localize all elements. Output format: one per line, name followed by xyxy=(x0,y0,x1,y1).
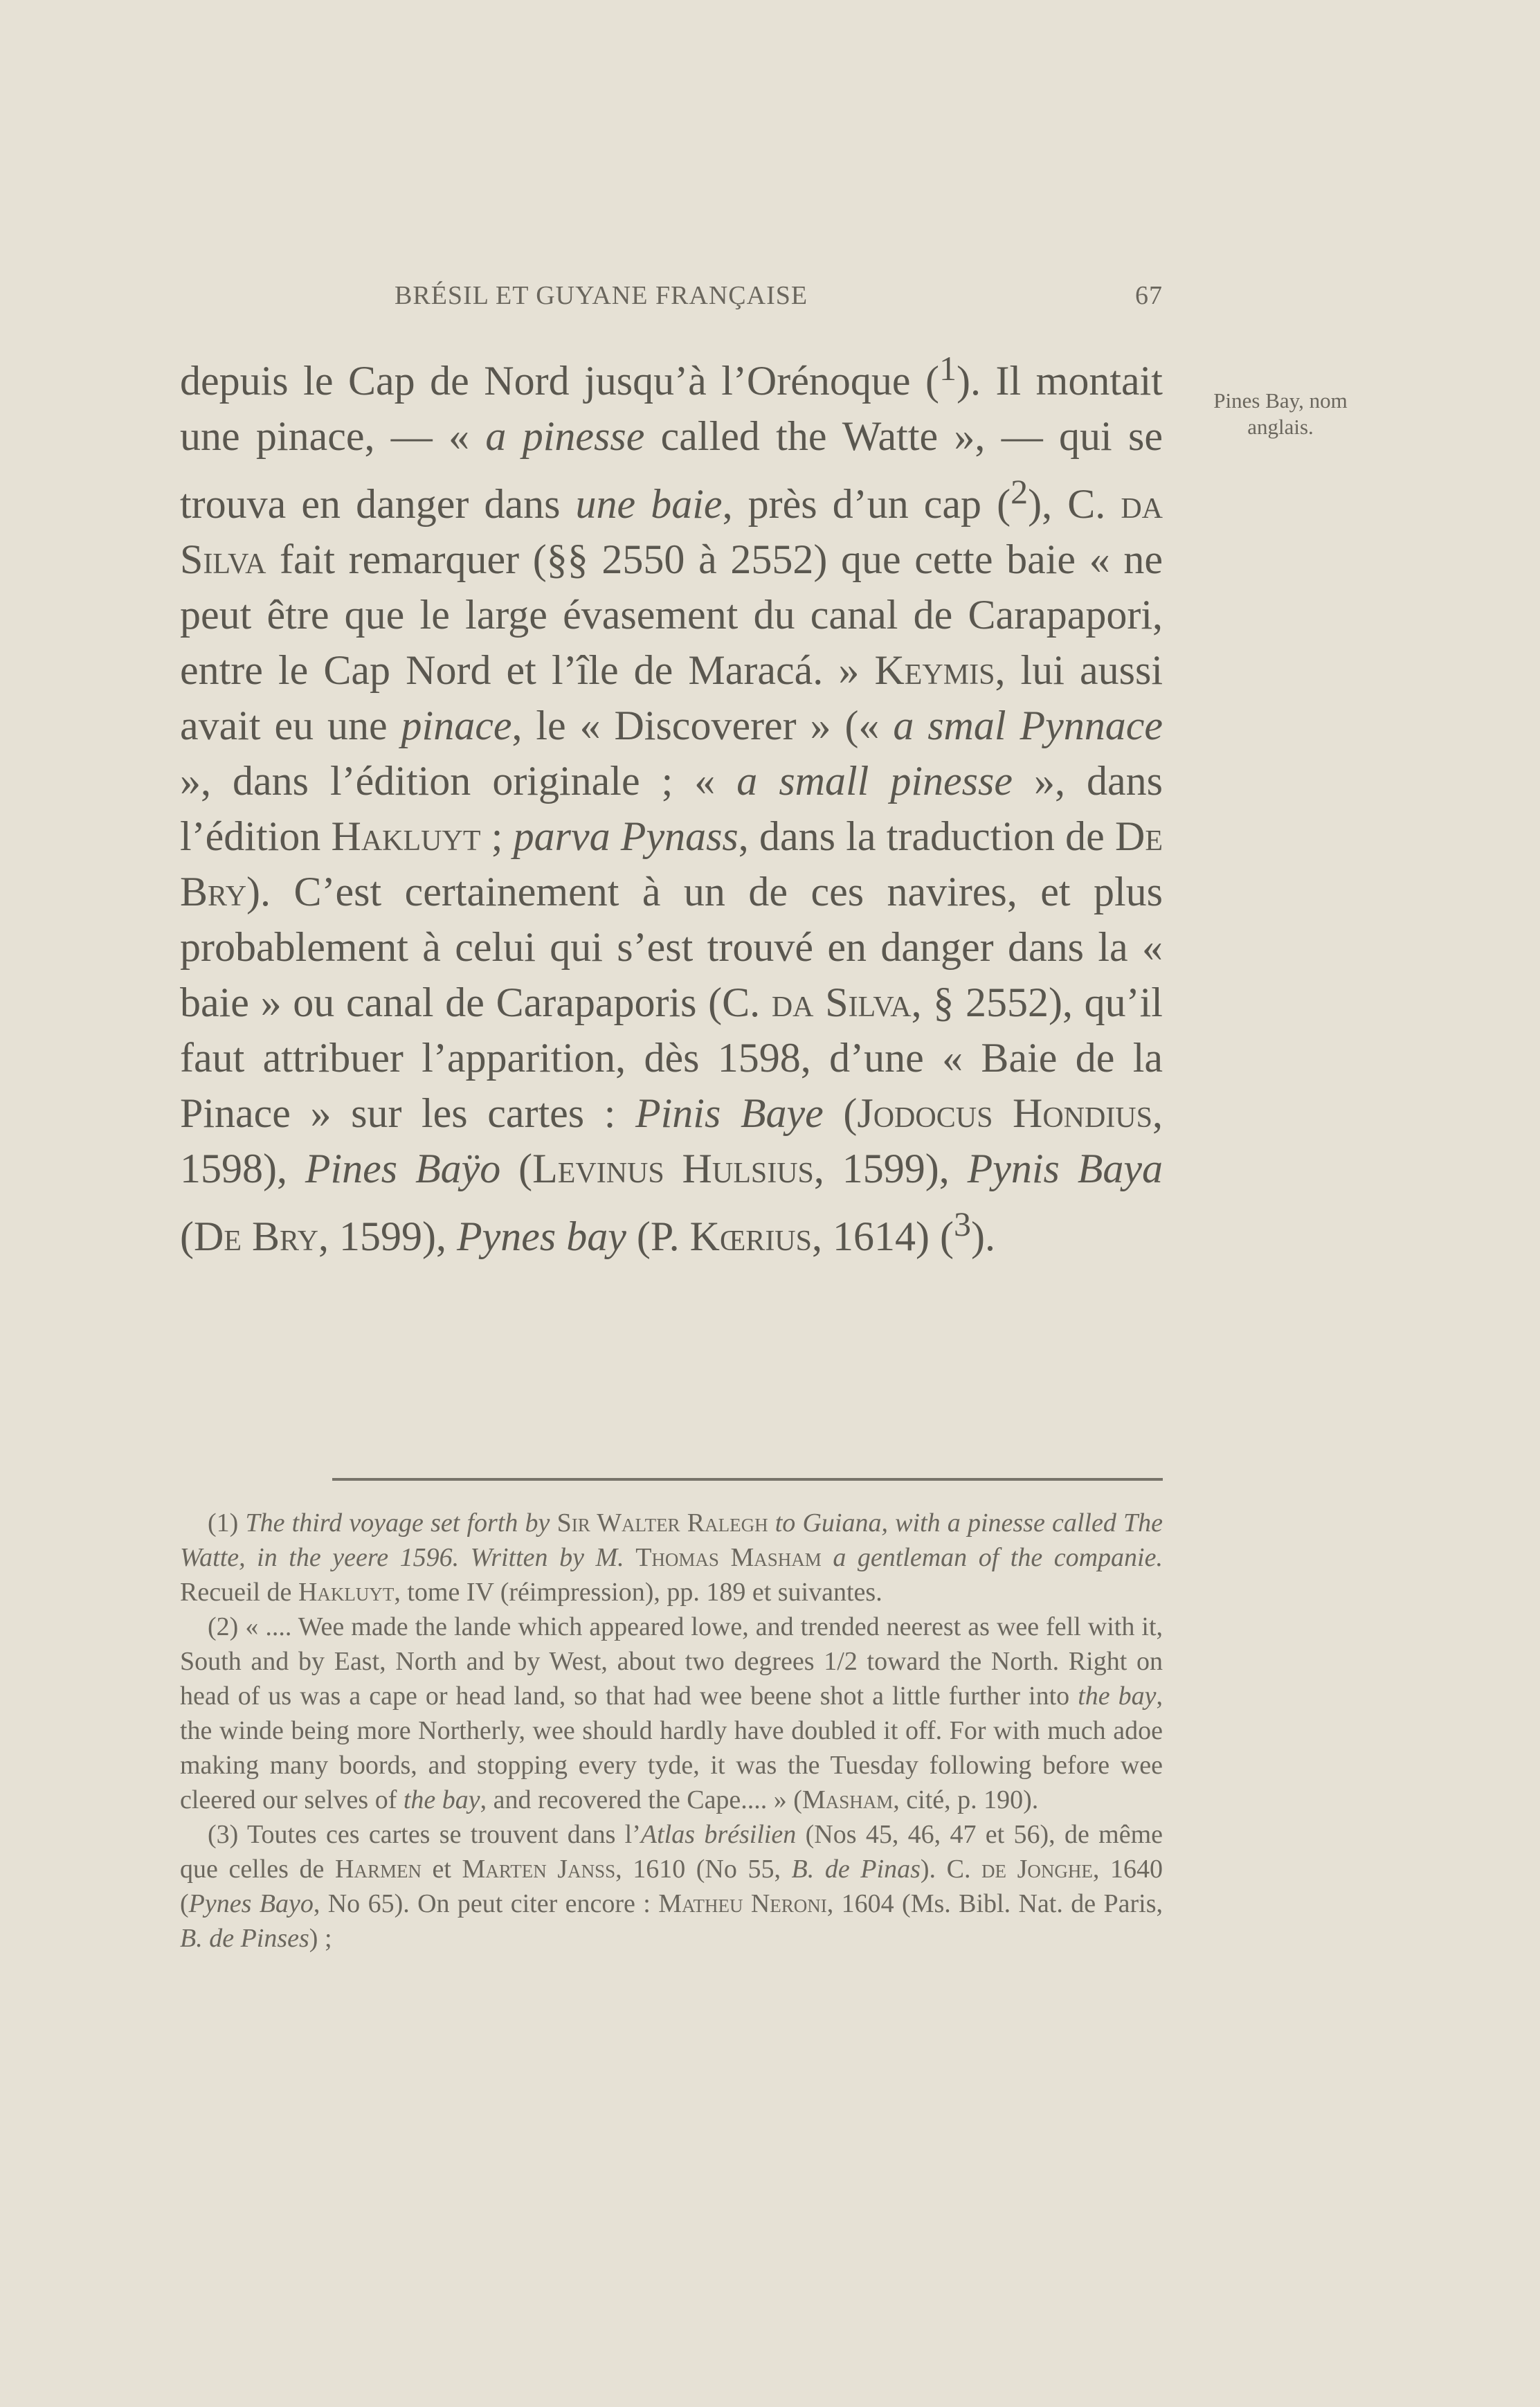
text-run: , le « Discoverer » (« xyxy=(511,703,894,748)
author-name: Hakluyt xyxy=(331,813,481,859)
running-title: BRÉSIL ET GUYANE FRANÇAISE xyxy=(395,281,808,310)
map-name: Pines Baÿo xyxy=(305,1146,501,1191)
text-run: ). C. xyxy=(920,1855,982,1884)
author-name: Sir Walter Ralegh xyxy=(556,1508,768,1538)
text-run: , No 65). On peut citer encore : xyxy=(313,1889,659,1918)
footnote-ref: 1 xyxy=(939,349,957,388)
text-run: (P. xyxy=(626,1214,690,1259)
text-run: ), C. xyxy=(1028,481,1121,527)
italic-term: une baie xyxy=(575,481,723,527)
footnote-number: (3) xyxy=(208,1820,239,1849)
map-name: Pinis Baye xyxy=(635,1090,824,1136)
text-run: », dans l’édition xyxy=(180,758,1163,859)
text-run: , près d’un cap ( xyxy=(722,481,1011,527)
text-run: , § 2552), qu’il faut attribuer l’apparition, dès 1598, d’une « Baie de la Pinace » sur les cartes : xyxy=(180,980,1163,1136)
footnote-3 xyxy=(180,1817,1163,1956)
footnote-1 xyxy=(180,1506,1163,1610)
author-name: Marten Janss xyxy=(462,1855,616,1884)
text-run: ; xyxy=(480,813,514,859)
text-run: , 1599), xyxy=(318,1214,458,1259)
map-name: Pynes bay xyxy=(457,1214,626,1259)
map-name: B. de Pinas xyxy=(791,1855,921,1884)
text-run: ). Il montait une pinace, — « xyxy=(180,358,1163,459)
italic-term: the bay xyxy=(1078,1682,1157,1711)
footnote-ref: 2 xyxy=(1011,472,1029,511)
text-run: , 1599), xyxy=(813,1146,968,1191)
italic-title: The third voyage set forth by xyxy=(245,1508,557,1538)
author-name: Levinus Hulsius xyxy=(532,1146,814,1191)
author-name: da Silva xyxy=(180,481,1163,582)
italic-term: Atlas brésilien xyxy=(640,1820,797,1849)
paragraph xyxy=(180,341,1163,1264)
author-name: Harmen xyxy=(335,1855,422,1884)
text-run: « .... Wee made the lande which appeared lowe, and trended neerest as wee fell with it, South and by East, North and by West, about two degrees 1/2 toward the North. Right on head of us was a cape or head land, so that had wee beene shot a little further into xyxy=(180,1612,1163,1711)
text-run: ( xyxy=(823,1090,858,1136)
map-name: B. de Pinses xyxy=(180,1924,309,1953)
footnote-divider xyxy=(332,1478,1163,1481)
footnote-number: (1) xyxy=(208,1508,239,1538)
italic-title: to Guiana, with a pinesse called The Watte, in the yeere 1596. Written by M. xyxy=(180,1508,1163,1572)
text-run: », dans l’édition originale ; « xyxy=(180,758,737,804)
text-run: , lui aussi avait eu une xyxy=(180,647,1163,748)
text-run: ). xyxy=(970,1214,995,1259)
map-name: Pynes Bayo xyxy=(188,1889,314,1918)
text-run: depuis le Cap de Nord jusqu’à l’Orénoque ( xyxy=(180,358,939,404)
text-run: , 1604 (Ms. Bibl. Nat. de Paris, xyxy=(826,1889,1163,1918)
text-run: , 1610 (No 55, xyxy=(615,1855,792,1884)
text-run: Toutes ces cartes se trouvent dans l’ xyxy=(246,1820,641,1849)
author-name: Matheu Neroni xyxy=(658,1889,827,1918)
italic-term: parva Pynass xyxy=(513,813,739,859)
text-run: , 1614) ( xyxy=(812,1214,954,1259)
text-run: , dans la traduction de xyxy=(738,813,1116,859)
author-name: Jodocus Hondius xyxy=(857,1090,1152,1136)
italic-term: a small pinesse xyxy=(736,758,1013,804)
text-run: ). C’est certainement à un de ces navires, et plus probablement à celui qui s’est trouvé en danger dans la « baie » ou canal de Carapaporis (C. xyxy=(180,869,1163,1025)
map-name: Pynis Baya xyxy=(967,1146,1163,1191)
italic-term: a smal Pynnace xyxy=(893,703,1163,748)
footnotes xyxy=(180,1506,1163,1956)
author-name: de Jonghe xyxy=(981,1855,1093,1884)
italic-term: the bay xyxy=(403,1785,480,1814)
author-name: Thomas Masham xyxy=(635,1543,822,1572)
text-run: , 1598), xyxy=(180,1090,1163,1191)
author-name: De Bry xyxy=(193,1214,319,1259)
italic-term: pinace xyxy=(401,703,512,748)
text-run: called the Watte », — qui se trouva en danger dans xyxy=(180,413,1163,527)
text-run: , the winde being more Northerly, wee should hardly have doubled it off. For with much adoe making many boords, and stopping every tyde, it was the Tuesday following before wee cleered our selves of xyxy=(180,1682,1163,1814)
text-run: , 1640 ( xyxy=(180,1855,1163,1918)
text-run: Recueil de xyxy=(180,1578,298,1607)
text-run: ( xyxy=(500,1146,533,1191)
author-name: Kœrius xyxy=(689,1214,812,1259)
italic-title: a gentleman of the companie. xyxy=(821,1543,1163,1572)
text-run: , cité, p. 190). xyxy=(893,1785,1039,1814)
text-run: (Nos 45, 46, 47 et 56), de même que celles de xyxy=(180,1820,1163,1884)
main-paragraph xyxy=(180,341,1163,1264)
author-name: De Bry xyxy=(180,813,1163,914)
text-run: ( xyxy=(180,1214,194,1259)
text-run: ) ; xyxy=(309,1924,332,1953)
margin-note: Pines Bay, nom anglais. xyxy=(1213,388,1348,439)
footnote-2 xyxy=(180,1610,1163,1817)
page-number: 67 xyxy=(1135,281,1163,310)
text-run: , and recovered the Cape.... » ( xyxy=(480,1785,802,1814)
footnote-number: (2) xyxy=(208,1612,239,1641)
text-run: , tome IV (réimpression), pp. 189 et suivantes. xyxy=(394,1578,882,1607)
author-name: Hakluyt xyxy=(298,1578,395,1607)
author-name: Keymis xyxy=(874,647,995,693)
text-run: et xyxy=(421,1855,462,1884)
footnote-ref: 3 xyxy=(953,1205,971,1243)
italic-term: a pinesse xyxy=(485,413,645,459)
text-run: fait remarquer (§§ 2550 à 2552) que cette baie « ne peut être que le large évasement du canal de Carapapori, entre le Cap Nord et l’île de Maracá. » xyxy=(180,537,1163,693)
author-name: da Silva xyxy=(771,980,912,1025)
author-name: Masham xyxy=(801,1785,894,1814)
